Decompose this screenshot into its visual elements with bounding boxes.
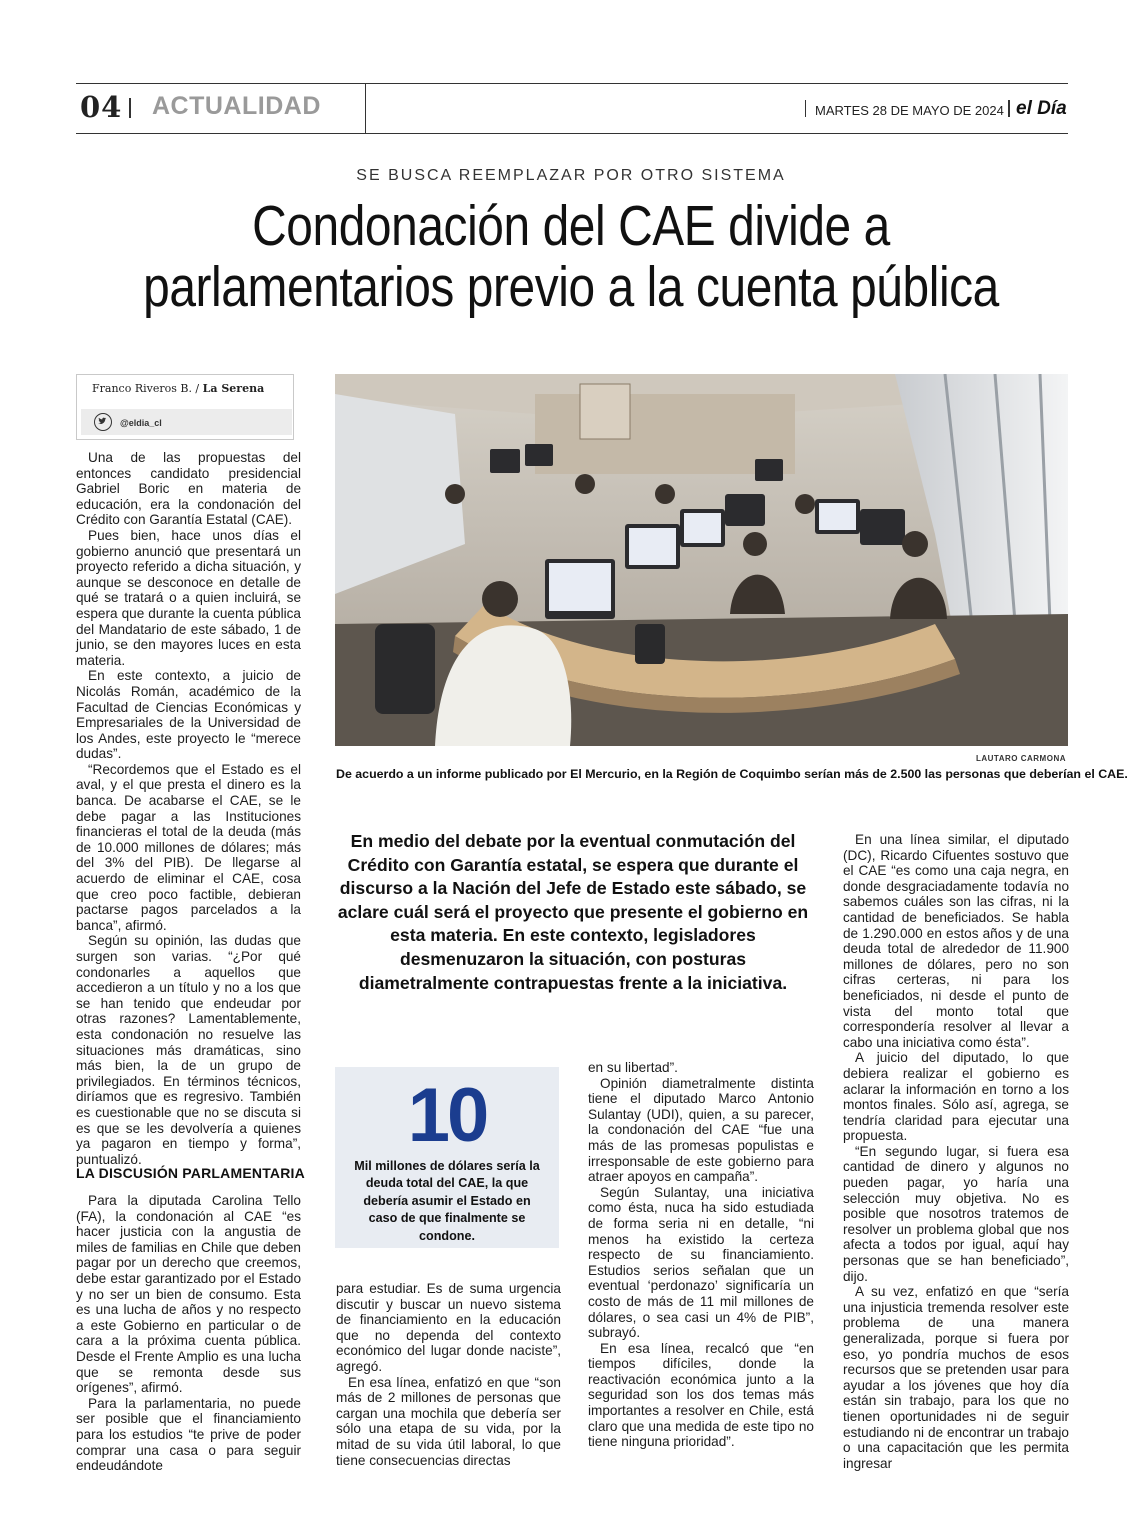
body-paragraph: En este contexto, a juicio de Nicolás Román, académico de la Facultad de Ciencias Económicas y Empresariales de la Universidad de los Andes, este proyecto le “merece dudas”.: [76, 668, 301, 762]
header-divider: [1008, 100, 1010, 117]
twitter-icon: [94, 413, 112, 431]
header-top-rule: [76, 83, 1068, 84]
body-paragraph: En esa línea, recalcó que “en tiempos difíciles, donde la reactivación económica junto a la seguridad son los dos temas más importantes a resolver en Chile, está claro que una medida de este tipo no tiene ninguna prioridad”.: [588, 1340, 814, 1450]
article-column-1-continued: [76, 1193, 301, 1474]
body-paragraph: en su libertad”.: [588, 1060, 678, 1075]
social-handle: @eldia_cl: [120, 418, 162, 428]
section-title: ACTUALIDAD: [152, 92, 321, 120]
header-divider: [129, 98, 131, 118]
stat-description: Mil millones de dólares sería la deuda total del CAE, la que debería asumir el Estado en caso de que finalmente se condone.: [354, 1159, 540, 1243]
article-kicker: SE BUSCA REEMPLAZAR POR OTRO SISTEMA: [356, 167, 786, 184]
photo-caption: De acuerdo a un informe publicado por El Mercurio, en la Región de Coquimbo serían más de 2.500 las personas que deberían el CAE.: [336, 767, 1128, 781]
body-paragraph: Opinión diametralmente distinta tiene el diputado Marco Antonio Sulantay (UDI), quien, a su parecer, la condonación del CAE “fue una más de las promesas populistas e irresponsable de este gobierno para atraer apoyos en campaña”.: [588, 1075, 814, 1185]
body-paragraph: Según Sulantay, una iniciativa como ésta, nuca ha sido estudiada de forma seria ni en detalle, “ni menos ha existido la certeza respecto de su financiamiento. Estudios serios señalan que un eventual ‘perdonazo’ significaría un costo de más de 11 mil millones de dólares, o sea casi un 4% de PIB”, subrayó.: [588, 1184, 814, 1341]
body-paragraph: para estudiar. Es de suma urgencia discutir y buscar un nuevo sistema de financiamiento en la educación que no dependa del contexto económico del lugar donde naciste”, agregó.: [336, 1281, 561, 1374]
article-column-2: [336, 1281, 561, 1468]
body-paragraph: Para la parlamentaria, no puede ser posible que el financiamiento para los estudios “te prive de poder comprar una casa o para seguir endeudándote: [76, 1395, 301, 1474]
article-deck: En medio del debate por la eventual conmutación del Crédito con Garantía estatal, se espera que durante el discurso a la Nación del Jefe de Estado este sábado, se aclare cuál será el proyecto que presente el gobierno en esta materia. En este contexto, legisladores desmenuzaron la situación, con posturas diametralmente contrapuestas frente a la iniciativa.: [337, 831, 809, 993]
body-paragraph: A juicio del diputado, lo que debiera realizar el gobierno es aclarar la información en torno a los montos finales. Sólo así, agrega, se tendría claridad para ejecutar una propuesta.: [843, 1050, 1069, 1144]
article-headline: [125, 196, 1017, 318]
body-paragraph: En una línea similar, el diputado (DC), Ricardo Cifuentes sostuvo que el CAE “es como una caja negra, en donde desgraciadamente todavía no sabemos cuáles son las cifras, ni la cantidad de beneficiados. Se habla de 1.290.000 en estos años y de una deuda total de alrededor de 11.900 millones de dólares, pero no son cifras certeras, ni para los beneficiados, ni desde el punto de vista del monto total que correspondería resolver al llevar a cabo una iniciativa como ésta”.: [843, 832, 1069, 1050]
article-column-3: [588, 1060, 814, 1450]
headline-line: Condonación del CAE divide a: [252, 194, 890, 258]
newspaper-logo: el Día: [1016, 98, 1067, 119]
headline-line: parlamentarios previo a la cuenta pública: [143, 254, 999, 319]
article-photo: [335, 374, 1068, 746]
body-paragraph: Pues bien, hace unos días el gobierno anunció que presentará un proyecto referido a dicha situación, y aunque se desconoce en detalle de qué se tratará o a quien incluirá, se espera que durante la cuenta pública del Mandatario de este sábado, 1 de junio, se den mayores luces en esta materia.: [76, 527, 301, 668]
header-vertical-rule: [365, 84, 366, 133]
body-paragraph: A su vez, enfatizó en que “sería una injusticia tremenda resolver este problema de una manera generalizada, porque si fuera por eso, yo pondría muchos de esos recursos que se pretenden usar para ayudar a los jóvenes que hoy día están sin trabajo, para los que no tienen oportunidades ni de seguir estudiando ni de encontrar un trabajo o una capacitación que les permita ingresar: [843, 1284, 1069, 1471]
body-paragraph: “En segundo lugar, si fuera esa cantidad de dinero y algunos no pueden pagar, yo haría una selección muy objetiva. No es posible que nosotros tratemos de resolver un problema global que nos afecta a todos por igual, aquí hay personas que se han beneficiado”, dijo.: [843, 1143, 1069, 1284]
body-paragraph: Para la diputada Carolina Tello (FA), la condonación al CAE “es hacer justicia con la angustia de miles de familias en Chile que deben pagar por un derecho que creemos, debe estar garantizado por el Estado y no ser un bien de consumo. Esta es una lucha de años y no respecto a este Gobierno en particular o de cara a la próxima cuenta pública. Desde el Frente Amplio es una lucha que se remonta desde sus orígenes”, afirmó.: [76, 1193, 301, 1396]
article-column-4: [843, 832, 1069, 1471]
body-paragraph: Según su opinión, las dudas que surgen son varias. “¿Por qué condonarles a aquellos que accedieron a un título y no a los que se han tenido que endeudar por otras razones? Lamentablemente, esta condonación no resuelve las situaciones más dramáticas, sino más bien, la de un grupo de privilegiados. En términos técnicos, diríamos que es regresivo. También es cuestionable que no se discuta si es que se les devolvería a quienes ya pagaron en tiempo y forma”, puntualizó.: [76, 933, 301, 1167]
page-number: 04: [80, 90, 123, 124]
body-paragraph: En esa línea, enfatizó en que “son más de 2 millones de personas que cargan una mochila que debería ser sólo una etapa de su vida, por la mitad de su vida útil laboral, lo que tiene consecuencias directas: [336, 1374, 561, 1468]
byline-city: La Serena: [202, 382, 265, 395]
byline-author: Franco Riveros B. /: [92, 382, 200, 395]
body-paragraph: Una de las propuestas del entonces candidato presidencial Gabriel Boric en materia de educación, era la condonación del Crédito con Garantía Estatal (CAE).: [76, 450, 301, 528]
stat-number: 10: [407, 1073, 487, 1158]
issue-date: MARTES 28 DE MAYO DE 2024: [815, 103, 1004, 118]
header-bottom-rule: [76, 133, 1068, 134]
photo-credit: LAUTARO CARMONA: [975, 754, 1066, 763]
article-column-1: [76, 450, 301, 1167]
social-handle-bar: [81, 409, 292, 435]
header-divider: [805, 100, 806, 117]
section-subhead: LA DISCUSIÓN PARLAMENTARIA: [76, 1165, 305, 1181]
byline: [92, 382, 264, 395]
body-paragraph: “Recordemos que el Estado es el aval, y el que presta el dinero es la banca. De acabarse el CAE, se le debe pagar a las Instituciones financieras el total de la deuda (más de 10.000 millones de dólares; más del 3% del PIB). De llegarse al acuerdo de eliminar el CAE, cosa que creo poco factible, debieran pactarse pagos parcelados a la banca”, afirmó.: [76, 761, 301, 933]
